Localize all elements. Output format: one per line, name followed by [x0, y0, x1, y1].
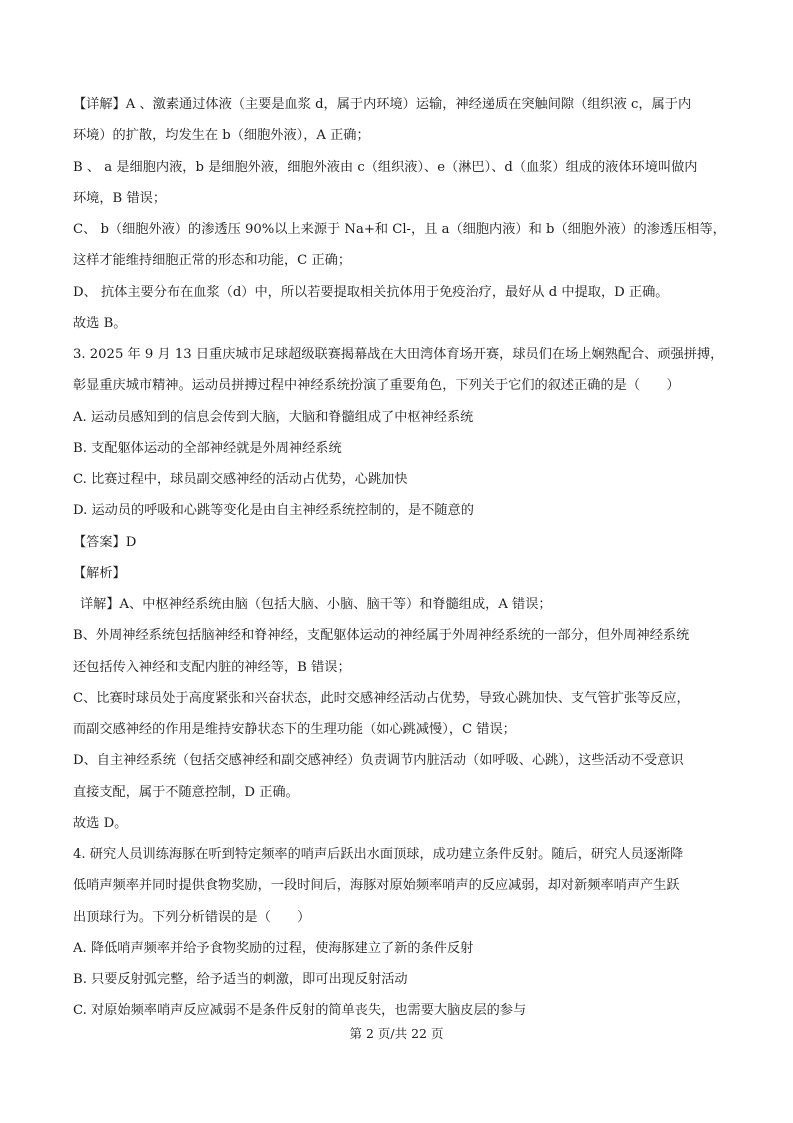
text-line: 直接支配，属于不随意控制，D 正确。 [73, 785, 299, 800]
text-line: B、外周神经系统包括脑神经和脊神经，支配躯体运动的神经属于外周神经系统的一部分，但外周神经系统 [73, 628, 690, 643]
question-3-stem: 彰显重庆城市精神。运动员拼搏过程中神经系统扮演了重要角色，下列关于它们的叙述正确的是（ ） [73, 378, 680, 393]
text-line: 详解】A、中枢神经系统由脑（包括大脑、小脑、脑干等）和脊髓组成，A 错误； [80, 597, 552, 612]
option-a: A. 运动员感知到的信息会传到大脑，大脑和脊髓组成了中枢神经系统 [73, 410, 474, 425]
text-line: 环境）的扩散，均发生在 b（细胞外液），A 正确； [73, 128, 370, 143]
option-c: C. 比赛过程中，球员副交感神经的活动占优势，心跳加快 [73, 472, 408, 487]
analysis-label: 【解析】 [73, 566, 126, 581]
option-c: C. 对原始频率哨声反应减弱不是条件反射的简单丧失，也需要大脑皮层的参与 [73, 1003, 527, 1018]
text-line: D、 抗体主要分布在血浆（d）中，所以若要提取相关抗体用于免疫治疗，最好从 d 中提取，D 正确。 [73, 285, 669, 300]
text-line: C、 b（细胞外液）的渗透压 90%以上来源于 Na+和 Cl-，且 a（细胞内液）和 b（细胞外液）的渗透压相等， [73, 222, 726, 237]
text-line: C、比赛时球员处于高度紧张和兴奋状态，此时交感神经活动占优势，导致心跳加快、支气管扩张等反应， [73, 691, 690, 706]
text-line: 故选 B。 [73, 316, 127, 331]
option-d: D. 运动员的呼吸和心跳等变化是由自主神经系统控制的，是不随意的 [73, 503, 474, 518]
question-3-stem: 3. 2025 年 9 月 13 日重庆城市足球超级联赛揭幕战在大田湾体育场开赛，球员们在场上娴熟配合、顽强拼搏， [73, 347, 724, 362]
option-b: B. 只要反射弧完整，给予适当的刺激，即可出现反射活动 [73, 972, 408, 987]
text-line: 这样才能维持细胞正常的形态和功能，C 正确； [73, 253, 352, 268]
text-line: 而副交感神经的作用是维持安静状态下的生理功能（如心跳减慢），C 错误； [73, 722, 516, 737]
question-4-stem: 低哨声频率并同时提供食物奖励，一段时间后，海豚对原始频率哨声的反应减弱，却对新频率哨声产生跃 [73, 878, 680, 893]
option-a: A. 降低哨声频率并给予食物奖励的过程，使海豚建立了新的条件反射 [73, 941, 474, 956]
text-line: 还包括传入神经和支配内脏的神经等，B 错误； [73, 660, 351, 675]
text-line: 环境，B 错误； [73, 191, 167, 206]
question-4-stem: 4. 研究人员训练海豚在听到特定频率的哨声后跃出水面顶球，成功建立条件反射。随后，研究人员逐渐降 [73, 847, 684, 862]
text-line: B 、 a 是细胞内液，b 是细胞外液，细胞外液由 c（组织液）、e（淋巴）、d（血浆）组成的液体环境叫做内 [73, 160, 698, 175]
question-4-stem: 出顶球行为。下列分析错误的是（ ） [73, 910, 311, 925]
answer-label: 【答案】D [73, 535, 137, 550]
text-line: 故选 D。 [73, 816, 128, 831]
page-footer: 第 2 页/共 22 页 [349, 1026, 444, 1041]
text-line: D、自主神经系统（包括交感神经和副交感神经）负责调节内脏活动（如呼吸、心跳），这些活动不受意识 [73, 753, 684, 768]
option-b: B. 支配躯体运动的全部神经就是外周神经系统 [73, 441, 342, 456]
text-line: 【详解】A 、激素通过体液（主要是血浆 d，属于内环境）运输，神经递质在突触间隙（组织液 c，属于内 [73, 97, 692, 112]
